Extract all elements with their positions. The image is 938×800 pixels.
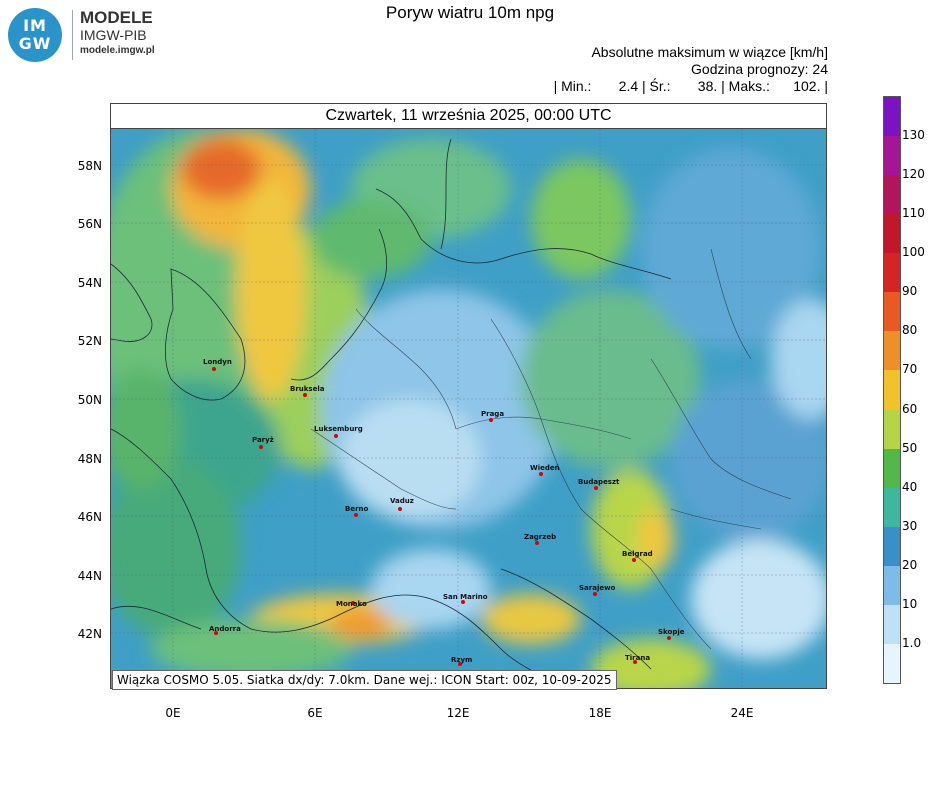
color-scale-step: [884, 97, 900, 137]
imgw-logo: [8, 8, 188, 64]
lat-label: 50N: [77, 393, 102, 407]
logo-divider: [72, 10, 73, 60]
city-monako: [336, 600, 367, 608]
svg-text:Berno: Berno: [345, 505, 369, 513]
lon-label: 12E: [446, 706, 470, 720]
svg-text:Londyn: Londyn: [203, 358, 232, 366]
lon-label: 0E: [165, 706, 181, 720]
header-forecast-hour: Godzina prognozy: 24: [691, 61, 828, 77]
color-scale-label: 50: [902, 440, 918, 455]
svg-text:Vaduz: Vaduz: [390, 497, 414, 505]
color-scale-label: 10: [902, 596, 918, 611]
color-scale-step: [884, 566, 900, 606]
color-scale-step: [884, 292, 900, 332]
lat-label: 44N: [77, 569, 102, 583]
logo-title: MODELE: [80, 8, 153, 27]
color-scale-step: [884, 136, 900, 176]
svg-text:Andorra: Andorra: [209, 625, 241, 633]
lat-label: 46N: [77, 510, 102, 524]
svg-text:Monako: Monako: [336, 600, 367, 608]
lon-label: 24E: [730, 706, 754, 720]
svg-text:Zagrzeb: Zagrzeb: [524, 533, 557, 541]
color-scale-label: 60: [902, 401, 918, 416]
page-title: Poryw wiatru 10m npg: [385, 3, 555, 22]
color-scale-step: [884, 410, 900, 450]
color-scale-label: 90: [902, 284, 918, 299]
badge-top-text: IM: [23, 16, 47, 35]
svg-text:Rzym: Rzym: [451, 656, 473, 664]
wind-field: [111, 129, 826, 688]
svg-text:Belgrad: Belgrad: [622, 550, 653, 558]
color-scale-label: 110: [902, 206, 925, 221]
svg-text:Tirana: Tirana: [625, 654, 651, 662]
svg-text:Luksemburg: Luksemburg: [314, 425, 363, 433]
logo-url[interactable]: modele.imgw.pl: [80, 45, 155, 56]
lat-label: 54N: [77, 276, 102, 290]
color-scale-step: [884, 175, 900, 215]
lat-label: 42N: [77, 627, 102, 641]
color-scale-step: [884, 214, 900, 254]
header-stats: | Min.: 2.4 | Śr.: 38. | Maks.: 102. |: [553, 78, 828, 94]
color-scale-step: [884, 527, 900, 567]
lat-label: 58N: [77, 159, 102, 173]
model-info-note: Wiązka COSMO 5.05. Siatka dx/dy: 7.0km. Dane wej.: ICON Start: 00z, 10-09-2025: [112, 670, 617, 690]
color-scale-step: [884, 488, 900, 528]
header-metric: Absolutne maksimum w wiązce [km/h]: [591, 44, 828, 60]
svg-text:Skopje: Skopje: [658, 628, 685, 636]
color-scale-label: 30: [902, 518, 918, 533]
lat-label: 48N: [77, 452, 102, 466]
color-scale-label: 1.0: [902, 635, 922, 650]
color-scale-step: [884, 644, 900, 684]
imgw-badge: [8, 8, 62, 62]
color-scale-label: 20: [902, 557, 918, 572]
badge-bottom-text: GW: [18, 34, 52, 53]
lat-label: 56N: [77, 217, 102, 231]
color-scale-step: [884, 605, 900, 645]
svg-text:Paryż: Paryż: [252, 436, 274, 444]
wind-gust-map[interactable]: [111, 129, 826, 688]
svg-text:Bruksela: Bruksela: [290, 385, 325, 393]
map-title: Czwartek, 11 września 2025, 00:00 UTC: [111, 104, 826, 129]
lat-label: 52N: [77, 334, 102, 348]
svg-text:San Marino: San Marino: [443, 593, 488, 601]
color-scale-label: 70: [902, 362, 918, 377]
color-scale-label: 120: [902, 167, 925, 182]
color-scale-label: 100: [902, 245, 925, 260]
color-scale-step: [884, 331, 900, 371]
color-scale-label: 40: [902, 479, 918, 494]
color-scale-step: [884, 370, 900, 410]
color-scale-step: [884, 253, 900, 293]
color-scale-label: 130: [902, 128, 925, 143]
svg-text:Wiedeń: Wiedeń: [530, 464, 560, 472]
svg-text:Praga: Praga: [481, 410, 505, 418]
logo-subtitle: IMGW-PIB: [80, 27, 147, 43]
lon-label: 6E: [307, 706, 323, 720]
svg-text:Budapeszt: Budapeszt: [578, 478, 620, 486]
lon-label: 18E: [588, 706, 612, 720]
color-scale: [883, 96, 901, 684]
color-scale-label: 80: [902, 323, 918, 338]
svg-text:Sarajewo: Sarajewo: [579, 584, 616, 592]
color-scale-step: [884, 449, 900, 489]
